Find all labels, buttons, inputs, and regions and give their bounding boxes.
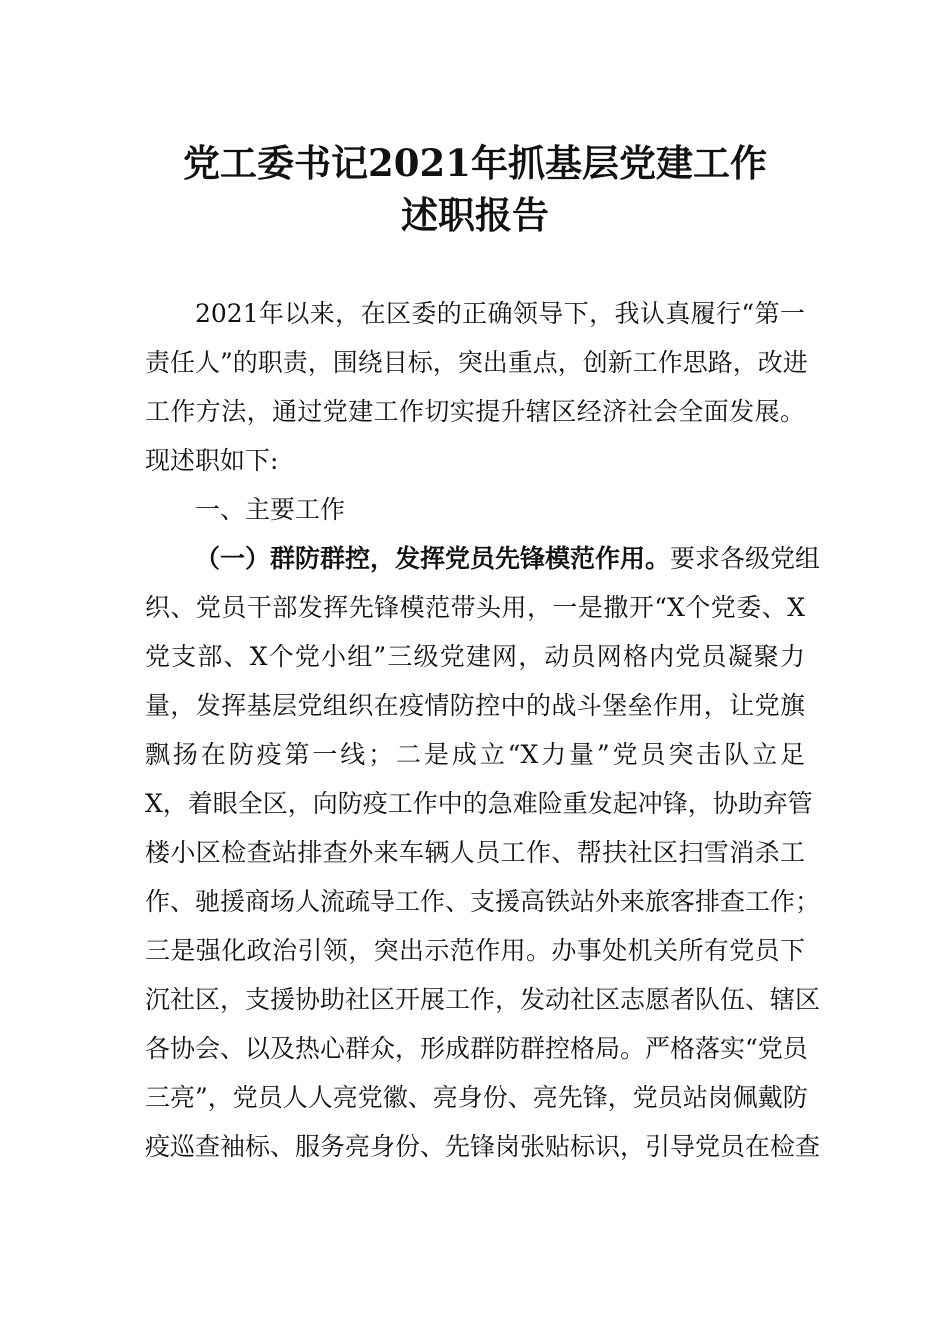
body-line: 各协会、以及热心群众，形成群防群控格局。严格落实“党员: [145, 1034, 808, 1063]
subsection-1-heading: （一）群防群控，发挥党员先锋模范作用。: [195, 544, 671, 573]
body-line: 织、党员干部发挥先锋模范带头用，一是撒开“X个党委、X: [145, 593, 805, 622]
subsection-1-first-line-rest: 要求各级党组: [670, 544, 821, 573]
body-line: X，着眼全区，向防疫工作中的急难险重发起冲锋，协助弃管: [145, 789, 813, 818]
body-line: 量，发挥基层党组织在疫情防控中的战斗堡垒作用，让党旗: [145, 691, 805, 720]
body-line: 党支部、X个党小组”三级党建网，动员网格内党员凝聚力: [145, 642, 805, 671]
intro-line-2: 责任人”的职责，围绕目标，突出重点，创新工作思路，改进: [145, 348, 808, 377]
intro-line-4: 现述职如下:: [145, 446, 279, 475]
body-line: 楼小区检查站排查外来车辆人员工作、帮扶社区扫雪消杀工: [145, 838, 805, 867]
body-line: 作、驰援商场人流疏导工作、支援高铁站外来旅客排查工作；: [145, 887, 821, 916]
body-line: 三是强化政治引领，突出示范作用。办事处机关所有党员下: [145, 936, 805, 965]
intro-line-3: 工作方法，通过党建工作切实提升辖区经济社会全面发展。: [145, 397, 805, 426]
body-line: 飘扬在防疫第一线；二是成立“X力量”党员突击队立足: [145, 740, 805, 769]
document-title-line-2: 述职报告: [401, 193, 549, 237]
document-title-line-1: 党工委书记2021年抓基层党建工作: [183, 141, 767, 185]
body-line: 三亮”，党员人人亮党徽、亮身份、亮先锋，党员站岗佩戴防: [145, 1083, 808, 1112]
subsection-1-first-line: [195, 534, 821, 584]
intro-line-1: 2021年以来，在区委的正确领导下，我认真履行“第一: [195, 299, 805, 328]
section-1-heading: 一、主要工作: [195, 495, 346, 524]
body-line: 沉社区，支援协助社区开展工作，发动社区志愿者队伍、辖区: [145, 985, 821, 1014]
body-line: 疫巡查袖标、服务亮身份、先锋岗张贴标识，引导党员在检查: [145, 1132, 821, 1161]
